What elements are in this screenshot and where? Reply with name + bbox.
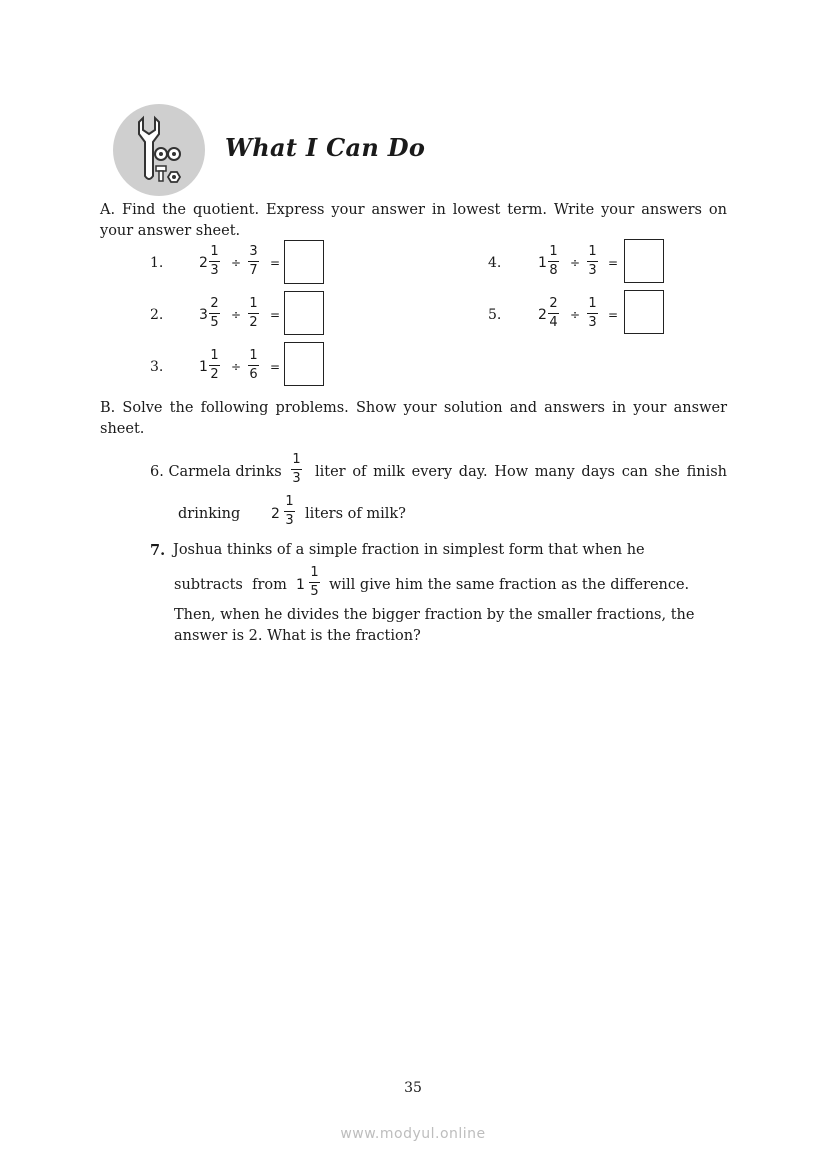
denominator: 5 [210, 315, 219, 330]
fraction [248, 297, 259, 330]
denominator: 3 [588, 315, 597, 330]
answer-box[interactable] [624, 239, 664, 283]
numerator: 1 [210, 348, 219, 363]
problem-7-line4: answer is 2. What is the fraction? [174, 628, 421, 644]
denominator: 8 [549, 263, 558, 278]
section-b-instructions: B. Solve the following problems. Show your solution and answers in your answer sheet. [100, 400, 727, 437]
divide-sign: ÷ [231, 256, 242, 270]
problem-7-line3: Then, when he divides the bigger fraction by the smaller fractions, the [174, 607, 695, 623]
denominator: 6 [249, 367, 258, 382]
divide-sign: ÷ [570, 256, 581, 270]
page-number: 35 [404, 1080, 422, 1096]
whole-number: 2 [538, 307, 547, 323]
item-label: 2. [150, 307, 164, 323]
denominator: 5 [310, 584, 319, 599]
problem-7-line1: Joshua thinks of a simple fraction in simplest form that when he [173, 542, 645, 558]
numerator: 1 [588, 244, 597, 259]
equals-sign: = [270, 360, 281, 374]
numerator: 1 [588, 296, 597, 311]
denominator: 3 [292, 471, 301, 486]
fraction [284, 495, 295, 528]
answer-box[interactable] [284, 240, 324, 284]
problem-7-line2-lead: subtracts from [174, 577, 287, 593]
watermark: www.modyul.online [340, 1126, 486, 1142]
equals-sign: = [608, 308, 619, 322]
whole-number: 2 [199, 255, 208, 271]
numerator: 1 [249, 348, 258, 363]
whole-number: 3 [199, 307, 208, 323]
problem-6-lead: 6. Carmela drinks [150, 464, 282, 480]
fraction [587, 297, 598, 330]
problem-6-line2-lead: drinking [178, 506, 241, 522]
numerator: 1 [285, 494, 294, 509]
equals-sign: = [608, 256, 619, 270]
denominator: 3 [588, 263, 597, 278]
fraction [309, 566, 320, 599]
problem-7-line2-rest: will give him the same fraction as the difference. [329, 577, 690, 593]
numerator: 2 [549, 296, 558, 311]
denominator: 2 [210, 367, 219, 382]
numerator: 1 [210, 244, 219, 259]
fraction [248, 349, 259, 382]
whole-number: 2 [271, 506, 280, 522]
numerator: 1 [310, 565, 319, 580]
equals-sign: = [270, 308, 281, 322]
fraction [587, 245, 598, 278]
numerator: 1 [249, 296, 258, 311]
answer-box[interactable] [284, 291, 324, 335]
whole-number: 1 [538, 255, 547, 271]
divide-sign: ÷ [231, 360, 242, 374]
numerator: 3 [249, 244, 258, 259]
fraction [209, 245, 220, 278]
tools-icon [113, 104, 205, 196]
fraction [209, 297, 220, 330]
answer-box[interactable] [284, 342, 324, 386]
fraction [248, 245, 259, 278]
fraction [548, 297, 559, 330]
denominator: 3 [210, 263, 219, 278]
numerator: 2 [210, 296, 219, 311]
whole-number: 1 [296, 577, 305, 593]
page-title: What I Can Do [225, 133, 426, 162]
fraction [209, 349, 220, 382]
problem-6-rest: liter of milk every day. How many days can she finish [315, 464, 727, 480]
item-label: 4. [488, 255, 502, 271]
denominator: 4 [549, 315, 558, 330]
fraction [548, 245, 559, 278]
whole-number: 1 [199, 359, 208, 375]
answer-box[interactable] [624, 290, 664, 334]
item-label: 3. [150, 359, 164, 375]
equals-sign: = [270, 256, 281, 270]
divide-sign: ÷ [570, 308, 581, 322]
divide-sign: ÷ [231, 308, 242, 322]
denominator: 3 [285, 513, 294, 528]
numerator: 1 [549, 244, 558, 259]
denominator: 7 [249, 263, 258, 278]
item-label: 5. [488, 307, 502, 323]
denominator: 2 [249, 315, 258, 330]
item-label: 1. [150, 255, 164, 271]
numerator: 1 [292, 452, 301, 467]
problem-7-number: 7. [150, 542, 166, 559]
fraction [291, 453, 302, 486]
problem-6-line2-rest: liters of milk? [305, 506, 406, 522]
section-a-instructions: A. Find the quotient. Express your answer in lowest term. Write your answers on your answer sheet. [100, 202, 727, 239]
